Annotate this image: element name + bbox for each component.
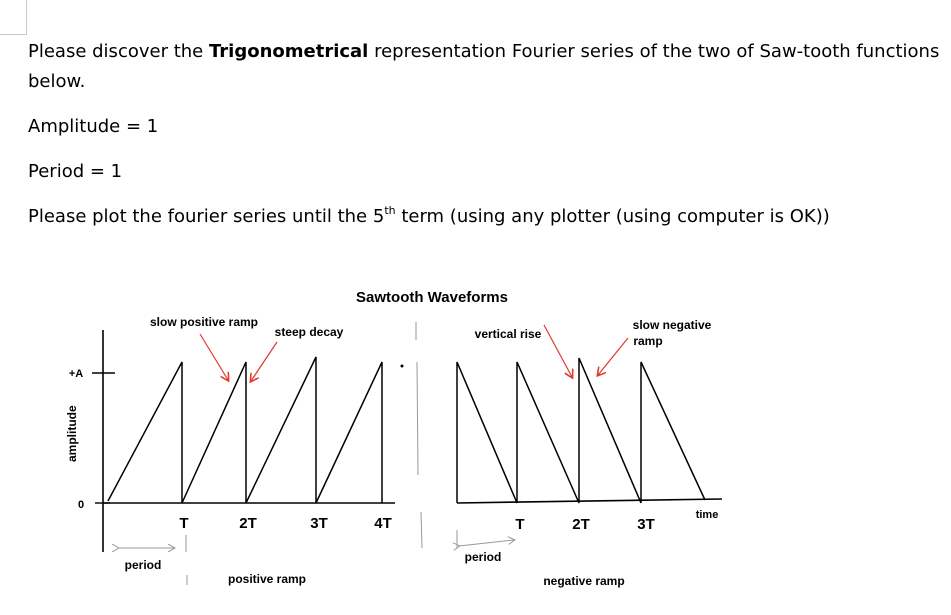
- right-tick-3T: 3T: [637, 516, 655, 533]
- divider-segment-3: [421, 512, 422, 548]
- left-tick-4T: 4T: [374, 515, 392, 532]
- annotation-slow-negative-ramp-2: ramp: [633, 334, 663, 348]
- annotation-steep-decay: steep decay: [274, 325, 344, 339]
- negative-sawtooth-wave: [457, 358, 705, 503]
- intro-text-line2: below.: [28, 71, 86, 92]
- y-axis-label: amplitude: [65, 405, 79, 462]
- annotation-slow-negative-ramp-1: slow negative: [632, 318, 712, 332]
- annotation-vertical-rise: vertical rise: [474, 327, 542, 341]
- divider-segment-2: [417, 362, 418, 475]
- left-tick-T: T: [179, 515, 189, 532]
- arrow-slow-negative-ramp: [598, 338, 628, 375]
- intro-bold-word: Trigonometrical: [208, 41, 369, 62]
- right-period-label: period: [464, 550, 502, 564]
- right-caption: negative ramp: [543, 574, 625, 588]
- right-time-axis: [457, 499, 722, 503]
- y-tick-zero: 0: [77, 499, 85, 511]
- arrow-slow-positive-ramp: [200, 334, 228, 380]
- divider-dot: [401, 365, 404, 368]
- right-tick-2T: 2T: [572, 516, 590, 533]
- left-tick-2T: 2T: [239, 515, 257, 532]
- period-text: Period = 1: [28, 161, 123, 182]
- y-tick-top: +A: [68, 368, 84, 380]
- axis-time-label: time: [695, 509, 719, 521]
- left-caption: positive ramp: [227, 572, 307, 586]
- intro-text: Please discover the Trigonometrical representation Fourier series of the two of Saw-tooth functions: [28, 41, 940, 62]
- amplitude-text: Amplitude = 1: [28, 116, 159, 137]
- right-period-arrow: [459, 540, 514, 546]
- positive-sawtooth-wave: [108, 357, 382, 503]
- plot-instruction: Please plot the fourier series until the 5th term (using any plotter (using computer is OK)): [28, 204, 830, 227]
- right-tick-T: T: [515, 516, 525, 533]
- superscript-th: th: [384, 204, 396, 217]
- arrow-steep-decay: [251, 342, 277, 381]
- arrow-vertical-rise: [544, 325, 572, 377]
- left-tick-3T: 3T: [310, 515, 328, 532]
- figure-title: Sawtooth Waveforms: [356, 289, 508, 306]
- left-period-label: period: [124, 558, 162, 572]
- annotation-slow-positive-ramp: slow positive ramp: [149, 315, 259, 329]
